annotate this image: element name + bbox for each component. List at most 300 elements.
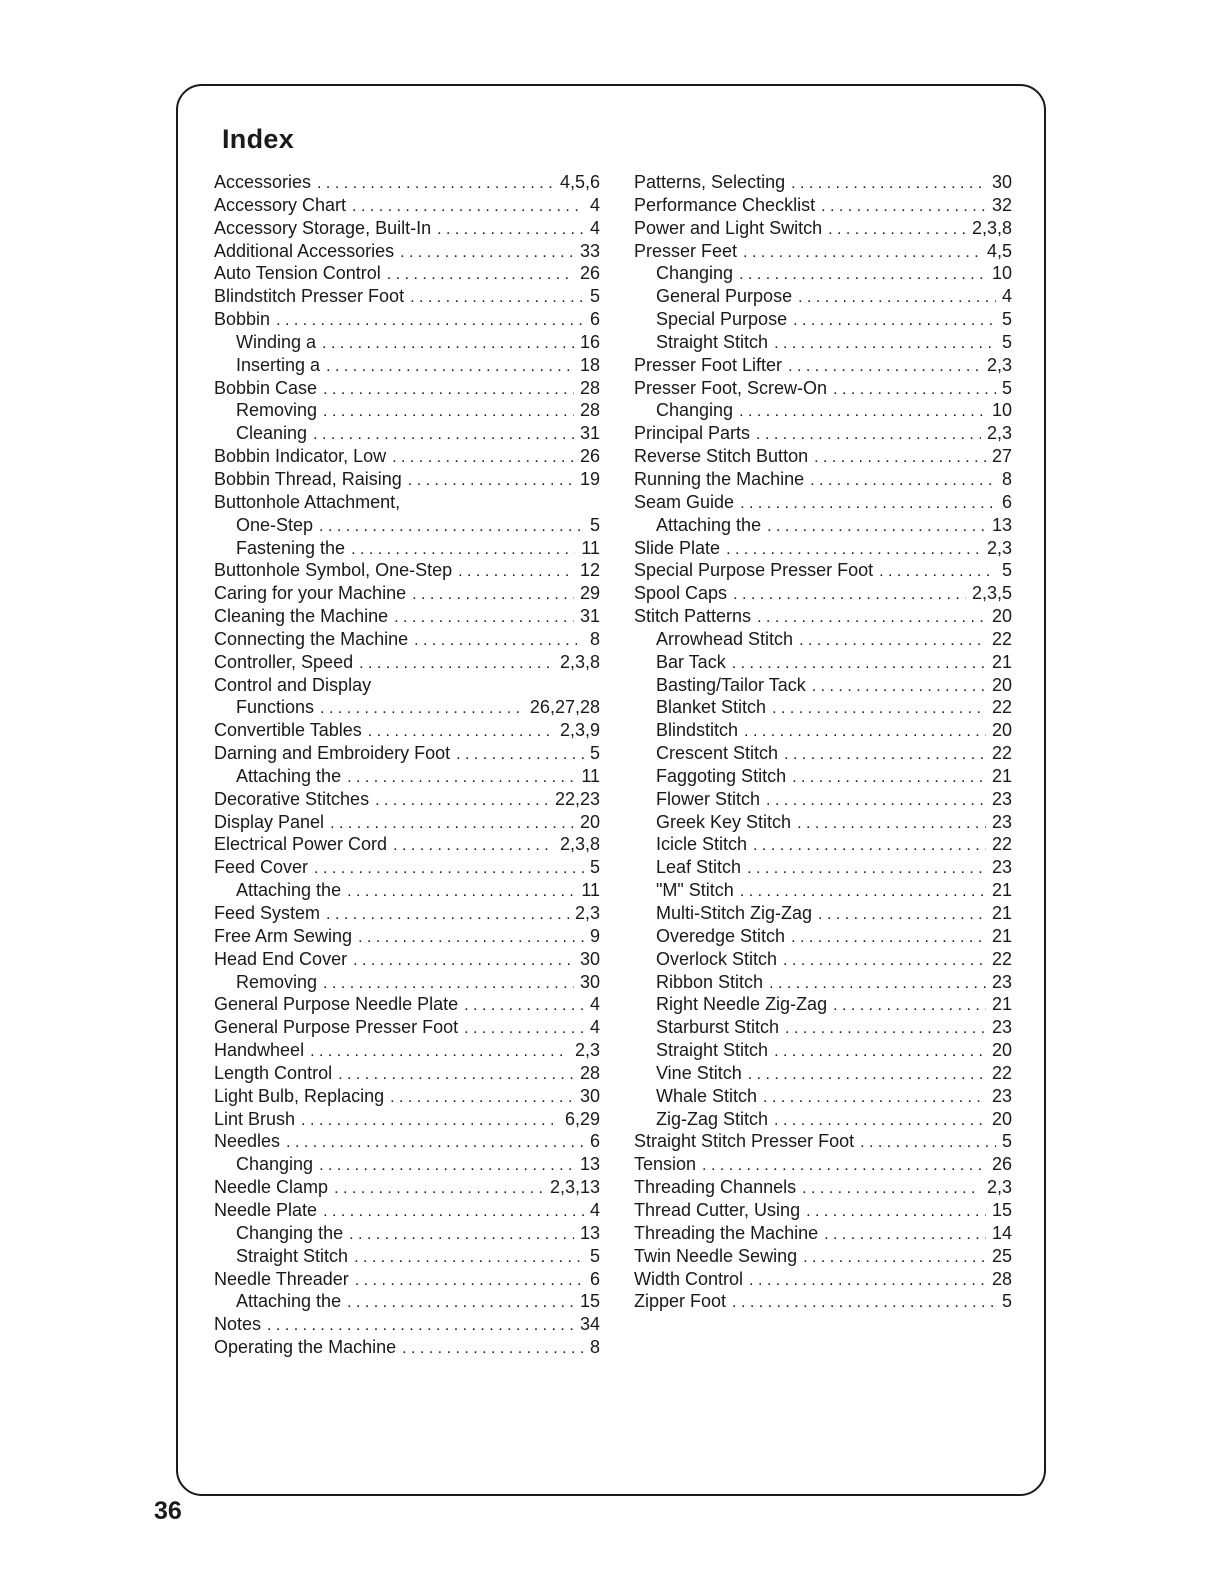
entry-page: 20 <box>991 674 1012 695</box>
dot-leader <box>464 995 584 1018</box>
entry-page: 15 <box>991 1199 1012 1220</box>
dot-leader <box>313 424 574 447</box>
entry-page: 26 <box>579 263 600 284</box>
entry-label: Functions <box>236 697 315 718</box>
dot-leader <box>410 287 584 310</box>
entry-label: Attaching the <box>236 1291 342 1312</box>
index-entry <box>214 308 600 331</box>
entry-page: 2,3 <box>986 423 1012 444</box>
dot-leader <box>402 1338 584 1361</box>
index-entry <box>214 628 600 651</box>
dot-leader <box>860 1132 996 1155</box>
index-entry <box>634 1199 1012 1222</box>
dot-leader <box>393 835 554 858</box>
entry-page: 25 <box>991 1245 1012 1266</box>
entry-label: Buttonhole Symbol, One-Step <box>214 560 453 581</box>
entry-label: Accessory Storage, Built-In <box>214 217 432 238</box>
index-entry <box>214 240 600 263</box>
entry-page: 21 <box>991 925 1012 946</box>
entry-page: 2,3,9 <box>559 720 600 741</box>
entry-page: 23 <box>991 811 1012 832</box>
index-subentry <box>214 1245 600 1268</box>
dot-leader <box>833 379 996 402</box>
index-entry <box>214 468 600 491</box>
entry-page: 11 <box>581 765 600 786</box>
dot-leader <box>784 744 986 767</box>
entry-page: 11 <box>581 880 600 901</box>
index-entry <box>634 1153 1012 1176</box>
dot-leader <box>347 767 575 790</box>
entry-page: 34 <box>579 1314 600 1335</box>
dot-leader <box>767 516 986 539</box>
dot-leader <box>733 584 966 607</box>
entry-page: 27 <box>991 446 1012 467</box>
dot-leader <box>319 516 584 539</box>
entry-label: Attaching the <box>656 514 762 535</box>
entry-page: 22 <box>991 1062 1012 1083</box>
index-subentry <box>634 879 1012 902</box>
entry-page: 8 <box>589 1337 600 1358</box>
dot-leader <box>387 264 574 287</box>
entry-page: 21 <box>991 880 1012 901</box>
index-entry <box>214 559 600 582</box>
index-subentry <box>214 354 600 377</box>
entry-label: Operating the Machine <box>214 1337 397 1358</box>
entry-label: Width Control <box>634 1268 744 1289</box>
entry-page: 23 <box>991 788 1012 809</box>
index-entry <box>214 1062 600 1085</box>
entry-page: 23 <box>991 1017 1012 1038</box>
entry-page: 22 <box>991 697 1012 718</box>
dot-leader <box>267 1315 574 1338</box>
dot-leader <box>732 1292 996 1315</box>
entry-label: Notes <box>214 1314 262 1335</box>
entry-label: Additional Accessories <box>214 240 395 261</box>
index-entry <box>634 559 1012 582</box>
entry-page: 32 <box>991 194 1012 215</box>
index-subentry <box>634 514 1012 537</box>
entry-label: Inserting a <box>236 354 321 375</box>
entry-label: Zig-Zag Stitch <box>656 1108 769 1129</box>
entry-page: 23 <box>991 971 1012 992</box>
index-subentry <box>634 285 1012 308</box>
entry-page: 21 <box>991 765 1012 786</box>
entry-page: 21 <box>991 651 1012 672</box>
index-entry <box>214 285 600 308</box>
entry-label: Right Needle Zig-Zag <box>656 994 828 1015</box>
entry-label: Straight Stitch <box>236 1245 349 1266</box>
entry-label: Principal Parts <box>634 423 751 444</box>
entry-label: Zipper Foot <box>634 1291 727 1312</box>
entry-page: 4,5 <box>986 240 1012 261</box>
entry-page: 13 <box>579 1154 600 1175</box>
index-subentry <box>634 1108 1012 1131</box>
index-entry <box>214 605 600 628</box>
dot-leader <box>334 1178 544 1201</box>
entry-label: Arrowhead Stitch <box>656 628 794 649</box>
index-subentry <box>634 1039 1012 1062</box>
index-subentry <box>214 537 600 560</box>
entry-page: 4 <box>589 994 600 1015</box>
index-subentry <box>634 811 1012 834</box>
entry-page: 23 <box>991 1085 1012 1106</box>
index-entry <box>214 377 600 400</box>
dot-leader <box>358 927 584 950</box>
entry-label: Reverse Stitch Button <box>634 446 809 467</box>
entry-label: Multi-Stitch Zig-Zag <box>656 903 813 923</box>
entry-label: Patterns, Selecting <box>634 172 786 192</box>
index-column-right <box>634 171 1012 1313</box>
index-entry <box>634 217 1012 240</box>
dot-leader <box>320 698 524 721</box>
entry-page: 19 <box>579 468 600 489</box>
entry-page: 2,3,13 <box>549 1177 600 1198</box>
entry-label: Caring for your Machine <box>214 583 407 604</box>
index-entry <box>214 445 600 468</box>
index-entry <box>214 788 600 811</box>
index-entry <box>214 262 600 285</box>
entry-label: Whale Stitch <box>656 1085 758 1106</box>
dot-leader <box>319 1155 574 1178</box>
index-entry <box>214 674 600 697</box>
entry-page: 10 <box>991 263 1012 284</box>
dot-leader <box>744 721 986 744</box>
dot-leader <box>774 333 996 356</box>
entry-label: Thread Cutter, Using <box>634 1199 801 1220</box>
index-entry <box>214 1108 600 1131</box>
index-subentry <box>634 628 1012 651</box>
entry-page: 13 <box>991 514 1012 535</box>
entry-label: Length Control <box>214 1062 333 1083</box>
entry-label: Needle Threader <box>214 1268 349 1289</box>
entry-label: Free Arm Sewing <box>214 925 353 946</box>
index-entry <box>634 468 1012 491</box>
index-subentry <box>634 719 1012 742</box>
index-entry <box>634 445 1012 468</box>
entry-page: 30 <box>579 971 600 992</box>
index-entry <box>214 1199 600 1222</box>
dot-leader <box>323 401 574 424</box>
index-entry <box>214 856 600 879</box>
entry-label: Stitch Patterns <box>634 606 752 627</box>
dot-leader <box>412 584 574 607</box>
index-entry <box>634 1130 1012 1153</box>
entry-label: Basting/Tailor Tack <box>656 674 806 695</box>
index-entry <box>214 491 600 514</box>
dot-leader <box>322 333 574 356</box>
index-entry <box>634 1268 1012 1291</box>
index-entry <box>214 582 600 605</box>
dot-leader <box>803 1247 986 1270</box>
index-entry <box>214 742 600 765</box>
dot-leader <box>792 767 986 790</box>
dot-leader <box>726 539 981 562</box>
entry-label: Winding a <box>236 331 317 352</box>
index-subentry <box>214 1290 600 1313</box>
entry-page: 16 <box>579 331 600 352</box>
entry-label: Special Purpose <box>656 309 788 330</box>
entry-label: Blanket Stitch <box>656 697 767 718</box>
entry-label: Accessories <box>214 172 312 192</box>
entry-label: Straight Stitch <box>656 1040 769 1061</box>
entry-page: 11 <box>581 537 600 558</box>
dot-leader <box>799 630 986 653</box>
dot-leader <box>818 904 986 927</box>
dot-leader <box>797 813 986 836</box>
dot-leader <box>347 1292 574 1315</box>
index-entry <box>634 194 1012 217</box>
entry-page: 6 <box>589 1131 600 1152</box>
entry-page: 14 <box>991 1222 1012 1243</box>
dot-leader <box>749 1270 986 1293</box>
index-subentry <box>634 1016 1012 1039</box>
index-subentry <box>634 948 1012 971</box>
entry-page: 26,27,28 <box>529 697 600 718</box>
index-subentry <box>634 833 1012 856</box>
entry-label: Blindstitch Presser Foot <box>214 286 405 307</box>
index-subentry <box>634 331 1012 354</box>
entry-label: Overlock Stitch <box>656 948 778 969</box>
dot-leader <box>785 1018 986 1041</box>
entry-page: 26 <box>991 1154 1012 1175</box>
index-entry <box>634 605 1012 628</box>
dot-leader <box>414 630 584 653</box>
dot-leader <box>286 1132 584 1155</box>
entry-label: Slide Plate <box>634 537 721 558</box>
dot-leader <box>824 1224 986 1247</box>
entry-page: 2,3 <box>574 903 600 923</box>
dot-leader <box>349 1224 574 1247</box>
entry-page: 15 <box>579 1291 600 1312</box>
dot-leader <box>323 1201 584 1224</box>
index-subentry <box>634 1085 1012 1108</box>
dot-leader <box>351 539 575 562</box>
entry-label: Lint Brush <box>214 1108 296 1129</box>
entry-label: Spool Caps <box>634 583 728 604</box>
entry-page: 5 <box>1001 560 1012 581</box>
index-subentry <box>214 422 600 445</box>
dot-leader <box>772 698 986 721</box>
dot-leader <box>821 196 986 219</box>
entry-label: Feed System <box>214 903 321 923</box>
index-subentry <box>214 696 600 719</box>
entry-label: Needle Plate <box>214 1199 318 1220</box>
entry-label: Running the Machine <box>634 468 805 489</box>
entry-page: 28 <box>579 377 600 398</box>
entry-label: Handwheel <box>214 1040 305 1061</box>
index-entry <box>634 582 1012 605</box>
dot-leader <box>740 881 986 904</box>
entry-label: General Purpose Presser Foot <box>214 1017 459 1038</box>
entry-page: 22 <box>991 948 1012 969</box>
index-column-left <box>214 171 600 1359</box>
entry-page: 2,3,8 <box>559 651 600 672</box>
entry-page: 18 <box>579 354 600 375</box>
entry-label: Flower Stitch <box>656 788 761 809</box>
entry-label: Twin Needle Sewing <box>634 1245 798 1266</box>
entry-page: 5 <box>1001 1291 1012 1312</box>
index-entry <box>634 1176 1012 1199</box>
dot-leader <box>739 401 986 424</box>
index-entry <box>214 1016 600 1039</box>
entry-label: General Purpose <box>656 286 793 307</box>
dot-leader <box>774 1041 986 1064</box>
dot-leader <box>330 813 574 836</box>
index-entry <box>214 719 600 742</box>
index-entry <box>214 1130 600 1153</box>
dot-leader <box>783 950 986 973</box>
dot-leader <box>788 356 981 379</box>
dot-leader <box>806 1201 986 1224</box>
index-subentry <box>634 651 1012 674</box>
dot-leader <box>437 219 584 242</box>
entry-label: Cleaning the Machine <box>214 606 389 627</box>
index-subentry <box>214 765 600 788</box>
dot-leader <box>326 356 574 379</box>
dot-leader <box>810 470 996 493</box>
entry-label: Controller, Speed <box>214 651 354 672</box>
index-entry <box>214 902 600 925</box>
entry-label: Tension <box>634 1154 697 1175</box>
entry-page: 5 <box>589 514 600 535</box>
dot-leader <box>757 607 986 630</box>
entry-page: 20 <box>991 606 1012 627</box>
entry-page: 4 <box>589 194 600 215</box>
index-subentry <box>634 856 1012 879</box>
entry-page: 29 <box>579 583 600 604</box>
entry-page: 20 <box>991 720 1012 741</box>
entry-page: 2,3,8 <box>971 217 1012 238</box>
dot-leader <box>828 219 966 242</box>
index-subentry <box>634 971 1012 994</box>
entry-label: Convertible Tables <box>214 720 362 741</box>
entry-page: 5 <box>589 743 600 764</box>
index-entry <box>214 1336 600 1359</box>
entry-page: 5 <box>589 1245 600 1266</box>
index-entry <box>214 1085 600 1108</box>
dot-leader <box>394 607 574 630</box>
index-entry <box>214 993 600 1016</box>
entry-label: One-Step <box>236 514 314 535</box>
entry-page: 23 <box>991 857 1012 878</box>
dot-leader <box>408 470 574 493</box>
index-entry <box>214 948 600 971</box>
dot-leader <box>791 173 986 196</box>
entry-page: 30 <box>991 172 1012 192</box>
index-subentry <box>634 902 1012 925</box>
index-entry <box>634 537 1012 560</box>
index-subentry <box>214 971 600 994</box>
dot-leader <box>812 676 986 699</box>
dot-leader <box>833 995 986 1018</box>
index-subentry <box>214 879 600 902</box>
index-entry <box>214 925 600 948</box>
dot-leader <box>352 196 584 219</box>
entry-page: 2,3 <box>574 1040 600 1061</box>
entry-label: Greek Key Stitch <box>656 811 792 832</box>
entry-label: Cleaning <box>236 423 308 444</box>
dot-leader <box>390 1087 574 1110</box>
entry-page: 8 <box>589 628 600 649</box>
index-entry <box>634 171 1012 194</box>
entry-page: 28 <box>579 1062 600 1083</box>
entry-label: Icicle Stitch <box>656 834 748 855</box>
entry-page: 2,3,5 <box>971 583 1012 604</box>
entry-page: 5 <box>589 857 600 878</box>
entry-label: Seam Guide <box>634 491 735 512</box>
dot-leader <box>774 1110 986 1133</box>
entry-page: 6,29 <box>564 1108 600 1129</box>
entry-page: 5 <box>1001 309 1012 330</box>
entry-page: 28 <box>991 1268 1012 1289</box>
dot-leader <box>368 721 554 744</box>
index-entry <box>634 1245 1012 1268</box>
index-subentry <box>634 399 1012 422</box>
entry-label: Needle Clamp <box>214 1177 329 1198</box>
entry-label: Faggoting Stitch <box>656 765 787 786</box>
entry-label: Needles <box>214 1131 281 1152</box>
entry-page: 9 <box>589 925 600 946</box>
entry-label: Control and Display <box>214 674 372 695</box>
entry-page: 6 <box>1001 491 1012 512</box>
dot-leader <box>763 1087 986 1110</box>
index-entry <box>634 491 1012 514</box>
dot-leader <box>314 858 584 881</box>
entry-page: 10 <box>991 400 1012 421</box>
entry-page: 5 <box>1001 377 1012 398</box>
dot-leader <box>739 264 986 287</box>
dot-leader <box>276 310 584 333</box>
entry-label: Auto Tension Control <box>214 263 381 284</box>
entry-label: Display Panel <box>214 811 325 832</box>
dot-leader <box>323 379 574 402</box>
dot-leader <box>732 653 986 676</box>
index-entry <box>214 217 600 240</box>
entry-page: 22 <box>991 834 1012 855</box>
dot-leader <box>326 904 569 927</box>
entry-label: Electrical Power Cord <box>214 834 388 855</box>
entry-page: 5 <box>1001 1131 1012 1152</box>
entry-label: Presser Foot Lifter <box>634 354 783 375</box>
dot-leader <box>756 424 981 447</box>
entry-label: Threading Channels <box>634 1177 797 1198</box>
entry-page: 28 <box>579 400 600 421</box>
entry-label: Buttonhole Attachment, <box>214 491 401 512</box>
dot-leader <box>766 790 986 813</box>
entry-label: Threading the Machine <box>634 1222 819 1243</box>
dot-leader <box>753 835 986 858</box>
index-entry <box>214 1313 600 1336</box>
dot-leader <box>702 1155 986 1178</box>
entry-label: Bar Tack <box>656 651 726 672</box>
entry-page: 22 <box>991 743 1012 764</box>
index-subentry <box>214 1153 600 1176</box>
entry-label: Changing <box>656 400 734 421</box>
dot-leader <box>748 1064 986 1087</box>
entry-label: Crescent Stitch <box>656 743 779 764</box>
dot-leader <box>359 653 554 676</box>
index-entry <box>214 171 600 194</box>
dot-leader <box>791 927 986 950</box>
index-subentry <box>634 308 1012 331</box>
entry-page: 31 <box>579 423 600 444</box>
index-entry <box>634 377 1012 400</box>
dot-leader <box>375 790 549 813</box>
entry-page: 20 <box>991 1108 1012 1129</box>
entry-label: Straight Stitch Presser Foot <box>634 1131 855 1152</box>
index-entry <box>214 1268 600 1291</box>
index-entry <box>214 1176 600 1199</box>
